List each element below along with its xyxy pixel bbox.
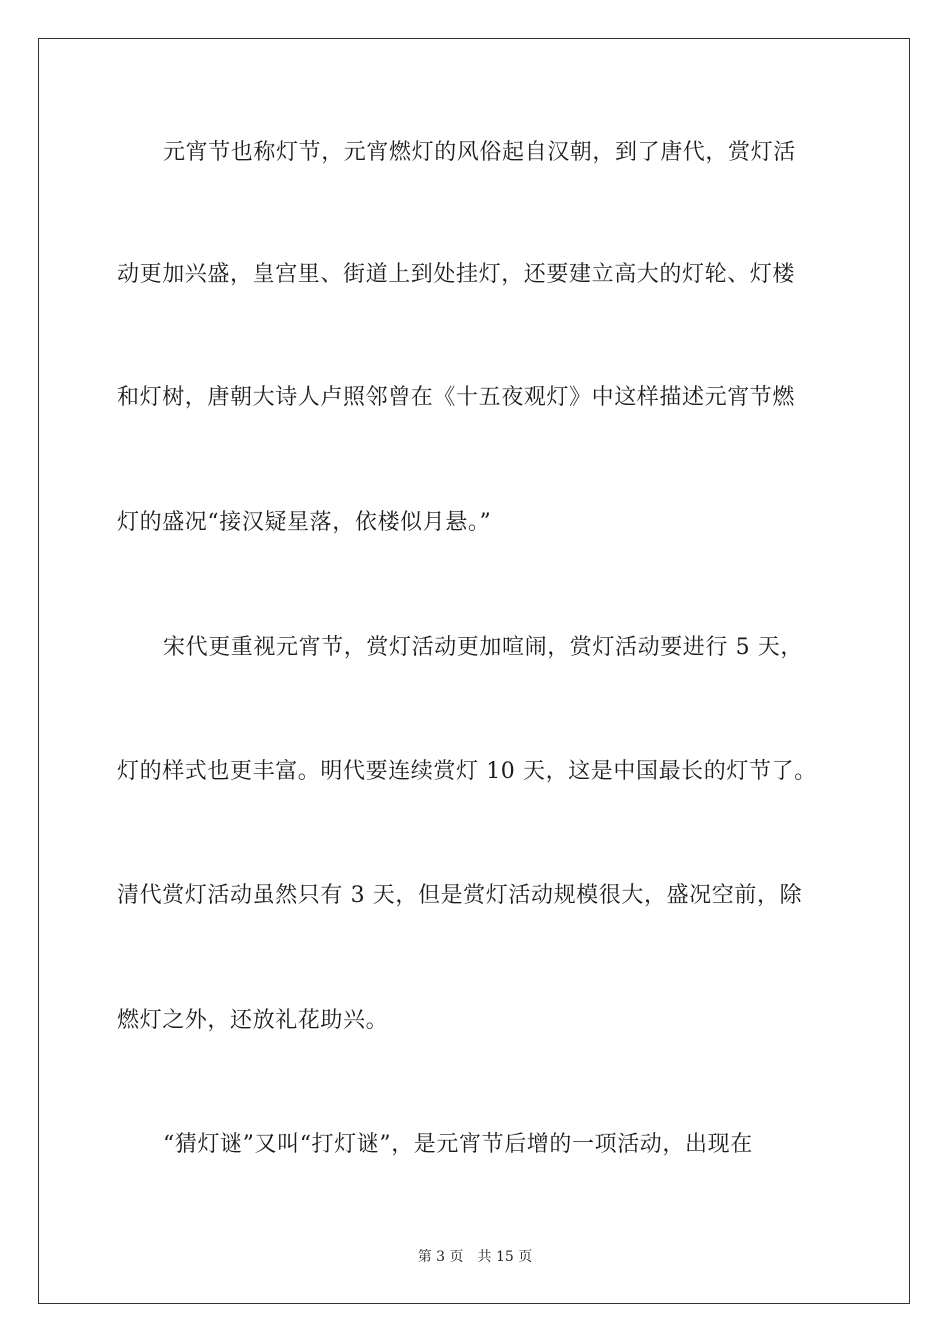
paragraph-line: “猜灯谜”又叫“打灯谜”，是元宵节后增的一项活动，出现在 xyxy=(163,1132,753,1157)
paragraph-line: 元宵节也称灯节，元宵燃灯的风俗起自汉朝，到了唐代，赏灯活 xyxy=(163,140,796,165)
page-footer xyxy=(0,1248,950,1266)
total-pages: 共 15 页 xyxy=(477,1249,533,1265)
paragraph-line: 和灯树，唐朝大诗人卢照邻曾在《十五夜观灯》中这样描述元宵节燃 xyxy=(117,385,796,410)
page-number: 第 3 页 xyxy=(417,1249,464,1265)
paragraph-line: 灯的样式也更丰富。明代要连续赏灯 10 天，这是中国最长的灯节了。 xyxy=(117,759,817,784)
paragraph-line: 燃灯之外，还放礼花助兴。 xyxy=(117,1008,389,1033)
paragraph-line: 动更加兴盛，皇宫里、街道上到处挂灯，还要建立高大的灯轮、灯楼 xyxy=(117,262,796,287)
page-border xyxy=(38,38,910,1304)
paragraph-line: 宋代更重视元宵节，赏灯活动更加喧闹，赏灯活动要进行 5 天， xyxy=(163,635,803,660)
paragraph-line: 灯的盛况“接汉疑星落，依楼似月悬。” xyxy=(117,510,492,535)
paragraph-line: 清代赏灯活动虽然只有 3 天，但是赏灯活动规模很大，盛况空前，除 xyxy=(117,883,803,908)
